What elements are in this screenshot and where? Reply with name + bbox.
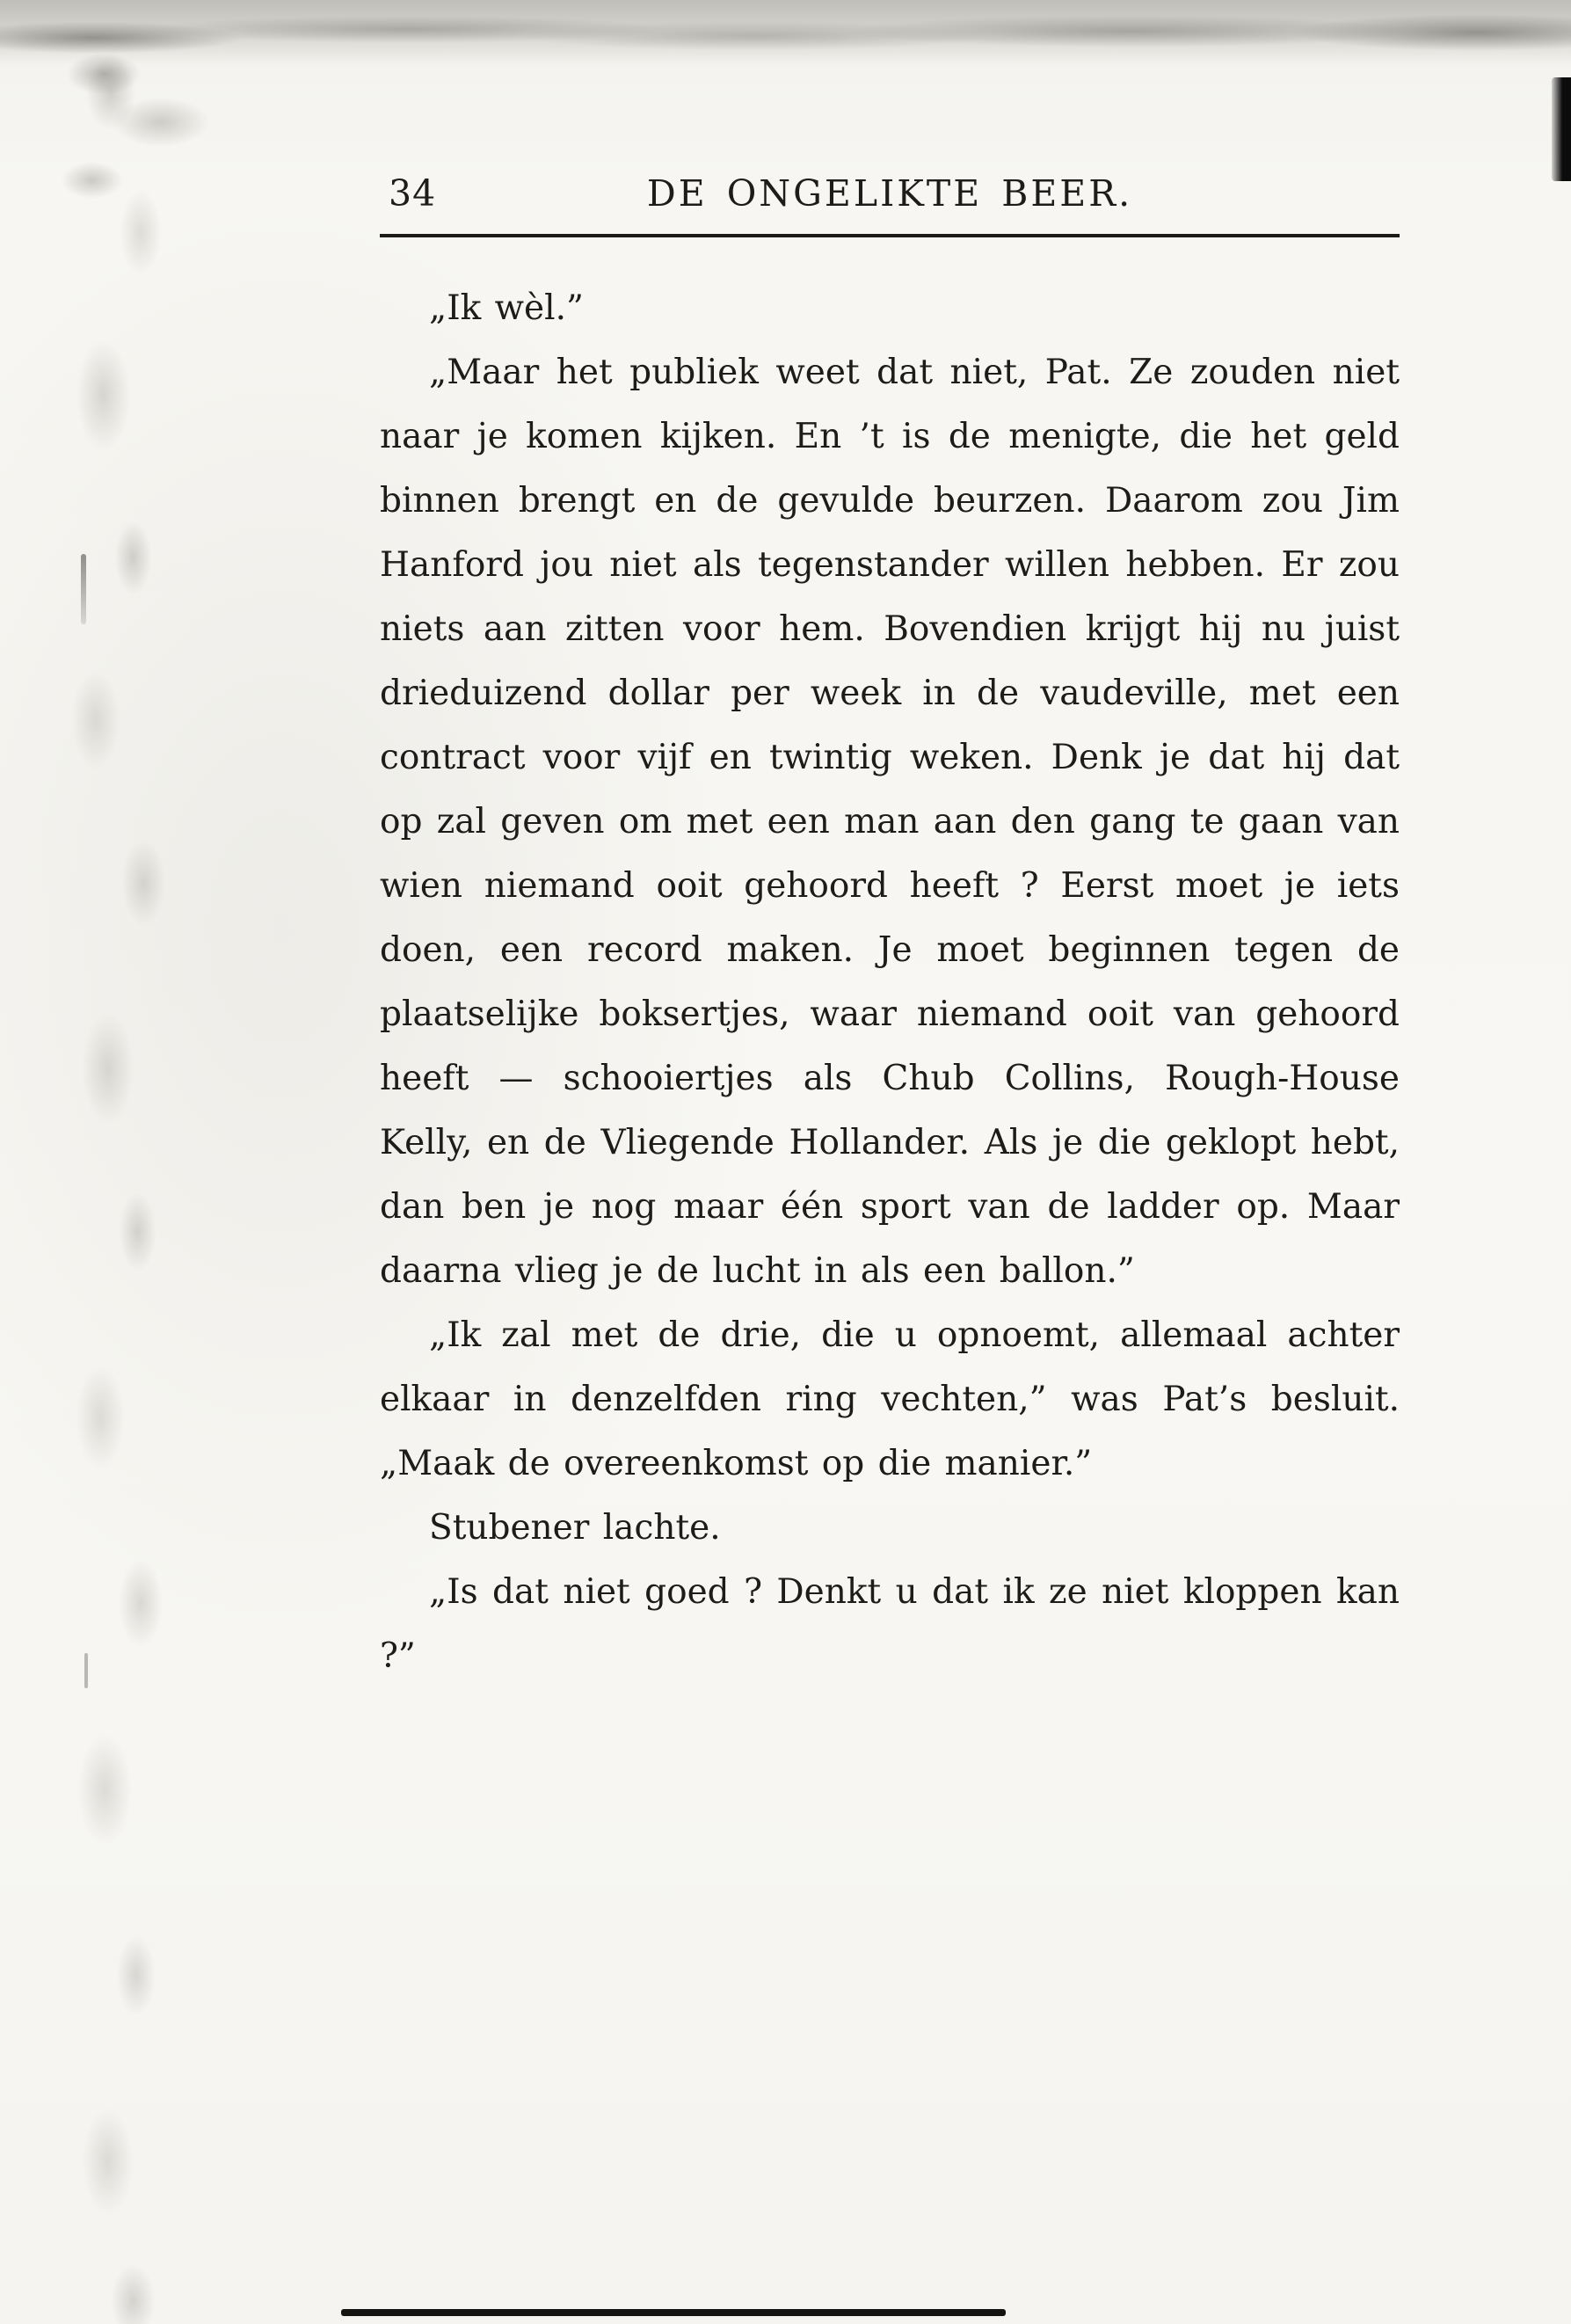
paragraph: „Ik wèl.” [429,288,584,328]
scan-artifact-left-edge [51,0,200,2324]
scan-artifact-bottom-line [341,2309,1006,2316]
scan-artifact-right-edge-mark [1552,77,1571,181]
running-head [380,172,1400,227]
scan-artifact-top-band [0,0,1571,65]
paragraph: „Ik zal met de drie, die u opnoemt, allemaal achter elkaar in denzelfden ring vechten,” was Pat’s besluit. „Maak de overeenkomst op die manier.” [380,1315,1400,1483]
scan-artifact-topleft-blotch [35,35,264,229]
header-rule [380,234,1400,237]
paragraph: „Is dat niet goed ? Denkt u dat ik ze niet kloppen kan ?” [380,1572,1400,1676]
page-number: 34 [389,172,437,215]
paragraph: Stubener lachte. [429,1508,721,1548]
page-title: DE ONGELIKTE BEER. [646,172,1133,215]
scan-artifact-left-mark [81,554,86,624]
paragraph: „Maar het publiek weet dat niet, Pat. Ze zouden niet naar je komen kijken. En ’t is de menigte, die het geld binnen brengt en de gevulde beurzen. Daarom zou Jim Hanford jou niet als tegenstander willen hebben. Er zou niets aan zitten voor hem. Bovendien krijgt hij nu juist drieduizend dollar per week in de vaudeville, met een contract voor vijf en twintig weken. Denk je dat hij dat op zal geven om met een man aan den gang te gaan van wien niemand ooit gehoord heeft ? Eerst moet je iets doen, een record maken. Je moet beginnen tegen de plaatselijke boksertjes, waar niemand ooit van gehoord heeft — schooiertjes als Chub Collins, Rough-House Kelly, en de Vliegende Hollander. Als je die geklopt hebt, dan ben je nog maar één sport van de ladder op. Maar daarna vlieg je de lucht in als een ballon.” [380,353,1400,1291]
scan-artifact-left-mark-2 [84,1653,88,1688]
body-text [380,276,1400,1688]
text-block [380,172,1400,1688]
